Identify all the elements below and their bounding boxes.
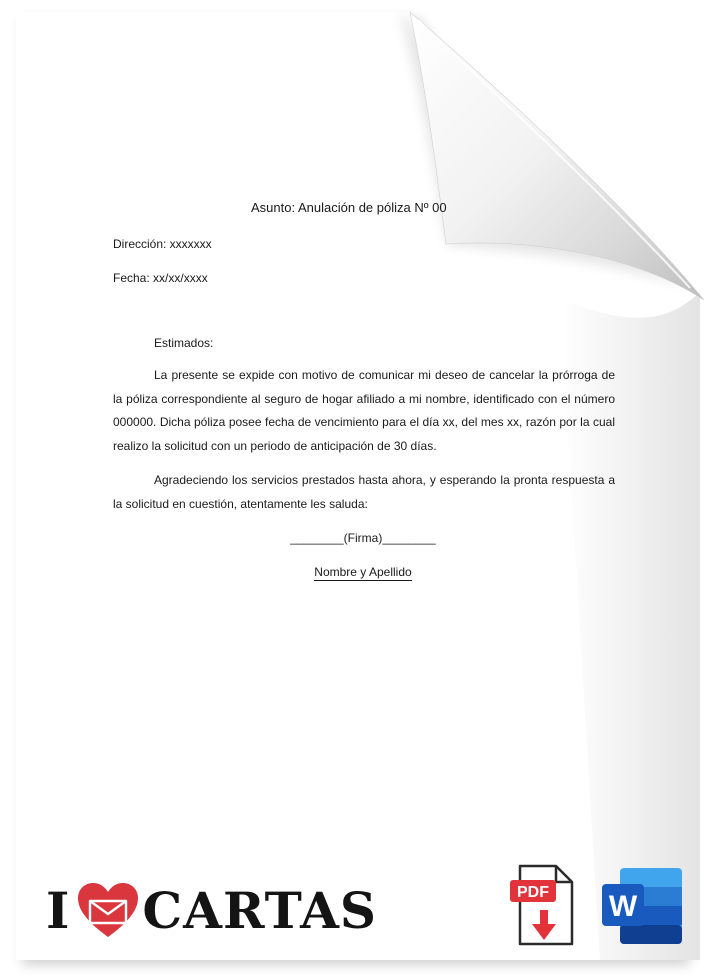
letter-paragraph-2: Agradeciendo los servicios prestados hasta ahora, y esperando la pronta respuesta a la solicitud en cuestión, atentamente les saluda: — [113, 473, 615, 511]
letter-subject: Asunto: Anulación de póliza Nº 00 — [251, 200, 447, 215]
pdf-label: PDF — [517, 884, 549, 901]
signature-block — [0, 531, 726, 545]
logo-text-cartas: CARTAS — [142, 880, 378, 940]
i-love-cartas-logo[interactable] — [46, 880, 377, 940]
letter-address: Dirección: xxxxxxx — [113, 237, 212, 251]
letter-date: Fecha: xx/xx/xxxx — [113, 271, 208, 285]
signature-name-block — [0, 565, 726, 581]
pdf-download-icon[interactable] — [508, 862, 578, 948]
signature-name: Nombre y Apellido — [314, 565, 412, 579]
word-download-icon[interactable] — [600, 866, 686, 946]
letter-greeting: Estimados: — [154, 336, 214, 350]
heart-envelope-icon — [76, 881, 140, 939]
word-label: W — [608, 890, 638, 923]
logo-text-i: I — [46, 880, 71, 940]
signature-line: ________(Firma)________ — [290, 531, 436, 545]
letter-paragraph-1: La presente se expide con motivo de comunicar mi deseo de cancelar la prórroga de la póliza correspondiente al seguro de hogar afiliado a mi nombre, identificado con el número 000000. Dicha póliza posee fecha de vencimiento para el día xx, del mes xx, razón por la cual realizo la solicitud con un periodo de anticipación de 30 días. — [113, 368, 615, 453]
